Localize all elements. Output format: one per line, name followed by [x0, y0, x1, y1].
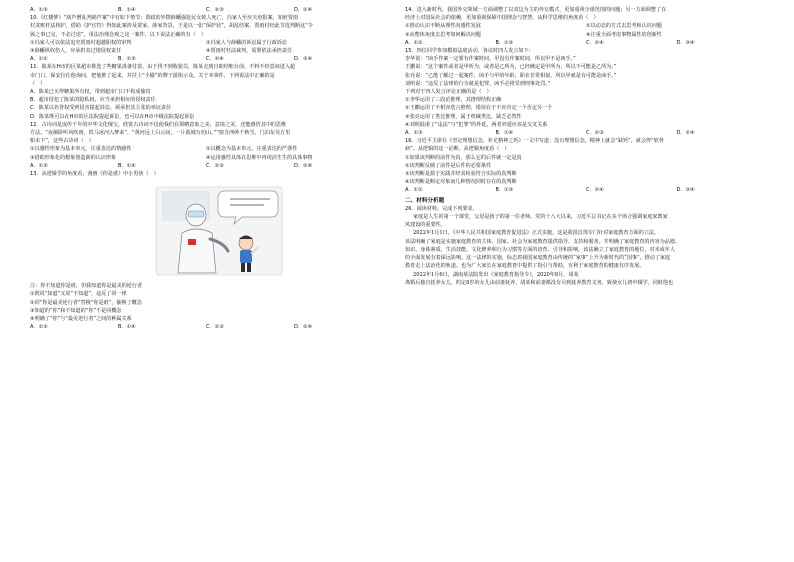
q13-statement: ①既说“知道”又说“不知道”，违反了同一律 [30, 291, 127, 298]
question-11-text: 11．陈某在H市的区某超市挑选了些糖果准备付款，由于找不到收银员，陈某走到自助结账台前，不料不经意间进入超 [30, 64, 296, 71]
option: B．①③ [495, 187, 514, 194]
material-paragraph: 2022年1月6日，湖南某法院发出《家庭教育指导令》，2020年8月，胡某 [413, 271, 579, 278]
option: D．②④ [294, 7, 313, 13]
option: D．③④ [676, 187, 695, 194]
question-10-text: 颁之事已完，不必过虑”，用法治理念观之这一案件，以下说法正确的有（ ） [30, 31, 206, 38]
option: D．③④ [676, 39, 695, 46]
option: C．②④ [586, 39, 604, 46]
q16-statement: ②该判断反映了前件是后件的必要条件 [405, 162, 492, 169]
question-10-text: 10.《红楼梦》“葫芦僧乱判葫芦案”中有如下情节：贾政的外甥薛蟠强抢民女致人死亡，冯家人至应天府报案，知府贾雨 [30, 15, 299, 22]
q16-options [405, 186, 767, 194]
worker-badge [188, 239, 196, 245]
statement: ②冯家人与薛蟠的诉讼属于行政诉讼 [206, 39, 287, 46]
question-11-text: 市门口，保安拉住他询问，把他推了起来，并挂上“小偷”的牌子游街示众。关于本事件，下列说法中正确的是 [30, 72, 275, 79]
material-paragraph: 教育走上法治化的轨道。也为广大家长在家庭教育中提供了指引与帮助，有利于家庭教育的健康有序发展。 [405, 263, 645, 270]
option: C．②③ [586, 130, 604, 137]
q13-statement: ②同“你是最美逆行者”替换“你是谁”，偷换了概念 [30, 299, 142, 306]
option: A．①② [405, 39, 423, 46]
q12-statements [30, 145, 382, 153]
q10-options [30, 55, 382, 63]
child-leg [241, 263, 245, 272]
statement: ④贾雨村枉法裁判，需要依法承担责任 [206, 48, 293, 55]
statement: ②以动态的方式去思考和认识问题 [586, 23, 662, 30]
material-paragraph: 家庭是人生的第一个课堂，父母是孩子的第一任老师。党的十八大以来，习近平总书记在多个场合强调家庭家教家 [413, 214, 668, 221]
child-leg [247, 263, 251, 272]
q15-statement: ②王鹏运用了不相容选言推理，错误在于不应肯定一个否定另一个 [405, 105, 553, 112]
q12-options [30, 162, 382, 170]
option: B．①④ [118, 7, 136, 13]
q9-options [30, 6, 382, 14]
statement: ③从整体角度去思考如何解决问题 [405, 31, 481, 38]
statement: ④运用感性具体在思维中再现活生生的具体事物 [206, 154, 313, 161]
statement: ①推动认识不断从理性向感性发展 [405, 23, 481, 30]
option: A．①② [30, 56, 48, 63]
option: B．①③ [118, 56, 136, 63]
option: D．②④ [676, 130, 695, 137]
option: A．①③ [30, 7, 48, 13]
q10-statements [30, 39, 382, 47]
q13-options [30, 323, 382, 331]
q10-statements [30, 47, 382, 55]
q11-choice: B．超市侵犯了陈某的隐私权，应当承担相应的侵权责任 [30, 97, 156, 104]
comic-caption: 注：你不知道你是谁，但我知道你是最美的逆行者 [30, 283, 143, 290]
q14-options [405, 39, 767, 47]
question-16-text: 16．习近平主席在《坚定理想信念，补足精神之钙》一文中写道：没有理想信念，精神上就会“缺钙”，就会得“软骨 [405, 138, 664, 145]
option: C．②③ [206, 162, 224, 169]
q16-statement: ④该判断是断定对象间几种情况同时存在的真判断 [405, 179, 517, 186]
q13-statement: ③知道的“你”和不知道的“你”不是同概念 [30, 307, 122, 314]
material-paragraph: 的全面发展有着深远影响。这一法律的实施，标志着我国家庭教育由传统的“家事”上升为新时代的“国事”，推动了家庭 [405, 255, 671, 262]
question-15-text: 下列对于四人发言评论正确的是（ ） [405, 89, 492, 96]
question-12-text: 12．古诗词是流传千年的中华文化瑰宝，欣赏古诗词不仅使我们在领略意象之美、意境之美，还能感悟其中的思维 [30, 121, 287, 128]
material-paragraph: 风建设的重要性。 [405, 222, 446, 229]
q13-statement: ④明确了“你”与“最美逆行者”之间的种属关系 [30, 316, 132, 323]
q14-statements [405, 22, 767, 30]
question-14-text: 经济上对国际社会的依赖，更加重视保障中国理念与智慧。从科学思维的角度看（ ） [405, 15, 599, 22]
question-15-text: 15．四位同学参加模拟法庭活动，各议时四人发言如下： [405, 48, 534, 55]
question-26-title: 26．阅读材料，完成下列要求。 [405, 205, 478, 212]
option: B．①④ [118, 324, 136, 331]
question-14-text: 14．进入新时代，我国外交领域一方面调整了以双边为主的外交模式，更加重视全球范围的问题；另一方面调整了在 [405, 7, 667, 13]
option: D．②④ [294, 162, 313, 169]
statement: ④注重全面考虑事物属性的创新性 [586, 31, 662, 38]
question-16-text: 病”。从逻辑的这一论断，从逻辑角度看（ ） [405, 146, 510, 153]
comic-svg [154, 181, 284, 279]
question-11-text: （ ） [30, 80, 46, 87]
question-15-text: 王鹏说：“这个案件或者是甲所为，或者是乙所为，已经确定是甲所为，所以不可能是乙所为。” [405, 64, 617, 71]
option: B．①③ [495, 39, 514, 46]
question-12-text: 方法。“夜阑卧听风吹雨，铁马冰河入梦来”，“黄河远上白云间，一片孤城万仞山。”“窗含西岭千秋雪，门泊东吴万里 [30, 130, 291, 137]
comic-illustration [154, 181, 284, 279]
statement: ③薛蟠纵奴伤人，应承担其过错侵权责任 [30, 48, 122, 55]
material-paragraph: 该法明确了家庭是实施家庭教育的主体，国家、社会为家庭教育提供指导、支持和服务。并明确了家庭教育的内容为品德、 [405, 238, 681, 245]
option: A．①② [405, 187, 423, 194]
question-12-text: 船未下”，这些古诗词（ ） [30, 138, 94, 145]
material-paragraph: 知识、身体素质、生活技能、文化修养和行为习惯等方面的培育、引导和影响。该法确立了家庭教育的地位，对未成年人 [405, 246, 675, 253]
q12-statements [30, 154, 382, 162]
option: C．②③ [206, 324, 224, 331]
child-shirt [240, 250, 252, 263]
worker-suit [178, 229, 216, 273]
option: C．②④ [586, 187, 604, 194]
question-15-text: 张亮说：“乙能了解过一起案件，凶手与甲的年龄、职业非常相似，所以甲就是有可能是凶手。” [405, 72, 617, 79]
option: A．①③ [405, 130, 423, 137]
option: A．①③ [30, 324, 48, 331]
q11-choice: A．陈某已买得糖果所有权，带到超市门口不构成偷窃 [30, 89, 151, 96]
question-15-text: 刘明说：“违反了法律的行为就是犯罪，凶手必将受到刑事处罚。” [405, 80, 551, 87]
statement: ①以感性形象为基本单元，注重表达的情感性 [30, 146, 132, 153]
material-paragraph: 2022年1月1日，《中华人民共和国家庭教育促进法》正式实施。这是我国首部专门针对家庭教育方面的立法。 [413, 230, 660, 237]
statement: ①冯家人可以依法追究贾雨村超越职权的审判 [30, 39, 132, 46]
right-column [405, 6, 767, 287]
left-column [30, 6, 382, 331]
option: B．①④ [495, 130, 514, 137]
question-10-text: 村贪赃枉法相护，借助《护官符》得知此案涉及贾家、薛家背景，于是以一张“保护状”，胡乱结案。贾雨村经此节选判断这“令 [30, 23, 313, 30]
option: A．①③ [30, 162, 48, 169]
material-paragraph: 离婚后独自抚养女儿，约定8岁的女儿由前妻抚养。胡某和前妻都没有尽到抚养教育义务，致使女儿初中辍学，同时他也 [405, 279, 674, 286]
q15-statement: ①李华运用了三段论推理，其推理结构正确 [405, 97, 502, 104]
section-title: 二、材料分析题 [405, 197, 445, 204]
q16-statement: ①如果该判断的前件为真，那么它的后件就一定是真 [405, 154, 522, 161]
question-13-text: 13．从逻辑学的角度看，漫画《你是谁》中小男孩（ ） [30, 171, 159, 178]
worker-goggles [188, 211, 204, 217]
q15-statement: ③张亮运用了类比推理，属于机械类比，缺乏必然性 [405, 113, 522, 120]
q11-choice: C．陈某以名誉权受到侵害提起诉讼，须承担其主张的举证责任 [30, 105, 172, 112]
statement: ③借助形象化的想象创造新的认识形象 [30, 154, 117, 161]
option: D．②④ [294, 324, 313, 331]
q11-choice: D．陈某既可以在H市的区法院提起诉讼，也可以在H市中级法院提起诉讼 [30, 113, 195, 120]
option: D．③④ [294, 56, 313, 63]
question-15-text: 李华说：“凶手作案一定要有作案时间，甲没有作案时间，所以甲不是凶手。” [405, 56, 576, 63]
q16-statement: ③该判断是源于实践并经其检验符合实际的真判断 [405, 171, 517, 178]
statement: ②以概念为基本单元，注重表达的严谨性 [206, 146, 298, 153]
q15-statement: ④刘明混淆了“违法”与“犯罪”的外延，两者外延应该是交叉关系 [405, 121, 548, 128]
q14-statements [405, 31, 767, 39]
q15-options [405, 129, 767, 137]
option: C．②④ [206, 56, 224, 63]
option: B．①④ [118, 162, 136, 169]
option: C．②③ [206, 7, 224, 13]
